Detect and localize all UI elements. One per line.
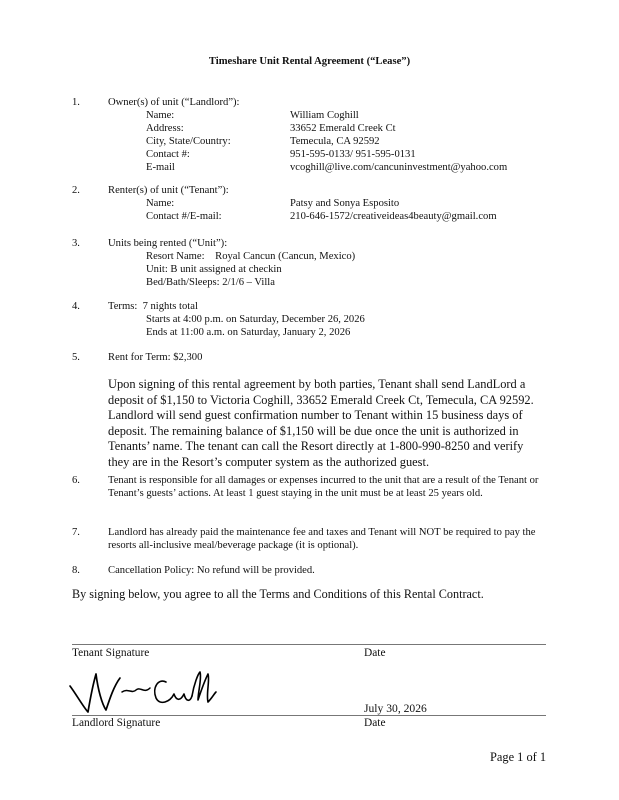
section-6-body: Tenant is responsible for all damages or expenses incurred to the unit that are a result of the Tenant or Tenant’s guests’ actions. At least 1 guest staying in the unit must be at least 25 years old. — [108, 475, 539, 500]
landlord-signature-line — [72, 715, 546, 716]
document-title: Timeshare Unit Rental Agreement (“Lease”) — [208, 56, 411, 67]
landlord-email-label: E-mail — [146, 162, 175, 173]
tenant-signature-label: Tenant Signature — [72, 647, 150, 659]
section-4-number: 4. — [72, 301, 80, 312]
term-start-line: Starts at 4:00 p.m. on Saturday, December 26, 2026 — [146, 314, 365, 325]
section-5-number: 5. — [72, 352, 80, 363]
bed-bath-line: Bed/Bath/Sleeps: 2/1/6 – Villa — [146, 277, 275, 288]
section-8-body: Cancellation Policy: No refund will be provided. — [108, 565, 315, 576]
section-8-number: 8. — [72, 565, 80, 576]
landlord-date-label: Date — [364, 717, 386, 729]
section-2-heading: Renter(s) of unit (“Tenant”): — [108, 185, 229, 196]
term-end-line: Ends at 11:00 a.m. on Saturday, January 2, 2026 — [146, 327, 351, 338]
tenant-name-label: Name: — [146, 198, 175, 209]
unit-line: Unit: B unit assigned at checkin — [146, 264, 282, 275]
section-1-heading: Owner(s) of unit (“Landlord”): — [108, 97, 240, 108]
section-1-number: 1. — [72, 97, 80, 108]
resort-name-line: Resort Name: Royal Cancun (Cancun, Mexico) — [146, 251, 356, 262]
section-3-heading: Units being rented (“Unit”): — [108, 238, 228, 249]
tenant-date-label: Date — [364, 647, 386, 659]
section-5-body: Upon signing of this rental agreement by both parties, Tenant shall send LandLord a deposit of $1,150 to Victoria Coghill, 33652 Emerald Creek Ct, Temecula, CA 92592. Landlord will send guest confirmation number to Tenant within 15 business days of deposit. The remaining balance of $1,150 will be due once the unit is authorized in Tenants’ name. The tenant can call the Resort directly at 1-800-990-8250 and verify they are in the Resort’s computer system as the authorized guest. — [108, 377, 534, 469]
section-3-number: 3. — [72, 238, 80, 249]
tenant-contact-value: 210-646-1572/creativeideas4beauty@gmail.com — [290, 211, 497, 222]
landlord-handwritten-signature — [66, 668, 226, 714]
landlord-city-label: City, State/Country: — [146, 136, 231, 147]
closing-statement: By signing below, you agree to all the Terms and Conditions of this Rental Contract. — [72, 587, 484, 601]
landlord-contact-value: 951-595-0133/ 951-595-0131 — [290, 149, 416, 160]
section-5-heading: Rent for Term: $2,300 — [108, 352, 203, 363]
tenant-name-value: Patsy and Sonya Esposito — [290, 198, 400, 209]
landlord-date-value: July 30, 2026 — [364, 702, 427, 715]
landlord-email-value: vcoghill@live.com/cancuninvestment@yahoo.com — [290, 162, 508, 173]
section-4-heading: Terms: 7 nights total — [108, 301, 198, 312]
landlord-name-value: William Coghill — [290, 110, 359, 121]
section-7-number: 7. — [72, 527, 80, 538]
landlord-signature-label: Landlord Signature — [72, 717, 161, 729]
section-2-number: 2. — [72, 185, 80, 196]
landlord-city-value: Temecula, CA 92592 — [290, 136, 380, 147]
landlord-address-label: Address: — [146, 123, 184, 134]
landlord-contact-label: Contact #: — [146, 149, 190, 160]
section-7-body: Landlord has already paid the maintenance fee and taxes and Tenant will NOT be required to pay the resorts all-inclusive meal/beverage package (it is optional). — [108, 527, 536, 552]
page-number: Page 1 of 1 — [490, 750, 547, 764]
landlord-name-label: Name: — [146, 110, 175, 121]
tenant-contact-label: Contact #/E-mail: — [146, 211, 222, 222]
landlord-address-value: 33652 Emerald Creek Ct — [290, 123, 396, 134]
tenant-signature-line — [72, 644, 546, 645]
section-6-number: 6. — [72, 475, 80, 486]
